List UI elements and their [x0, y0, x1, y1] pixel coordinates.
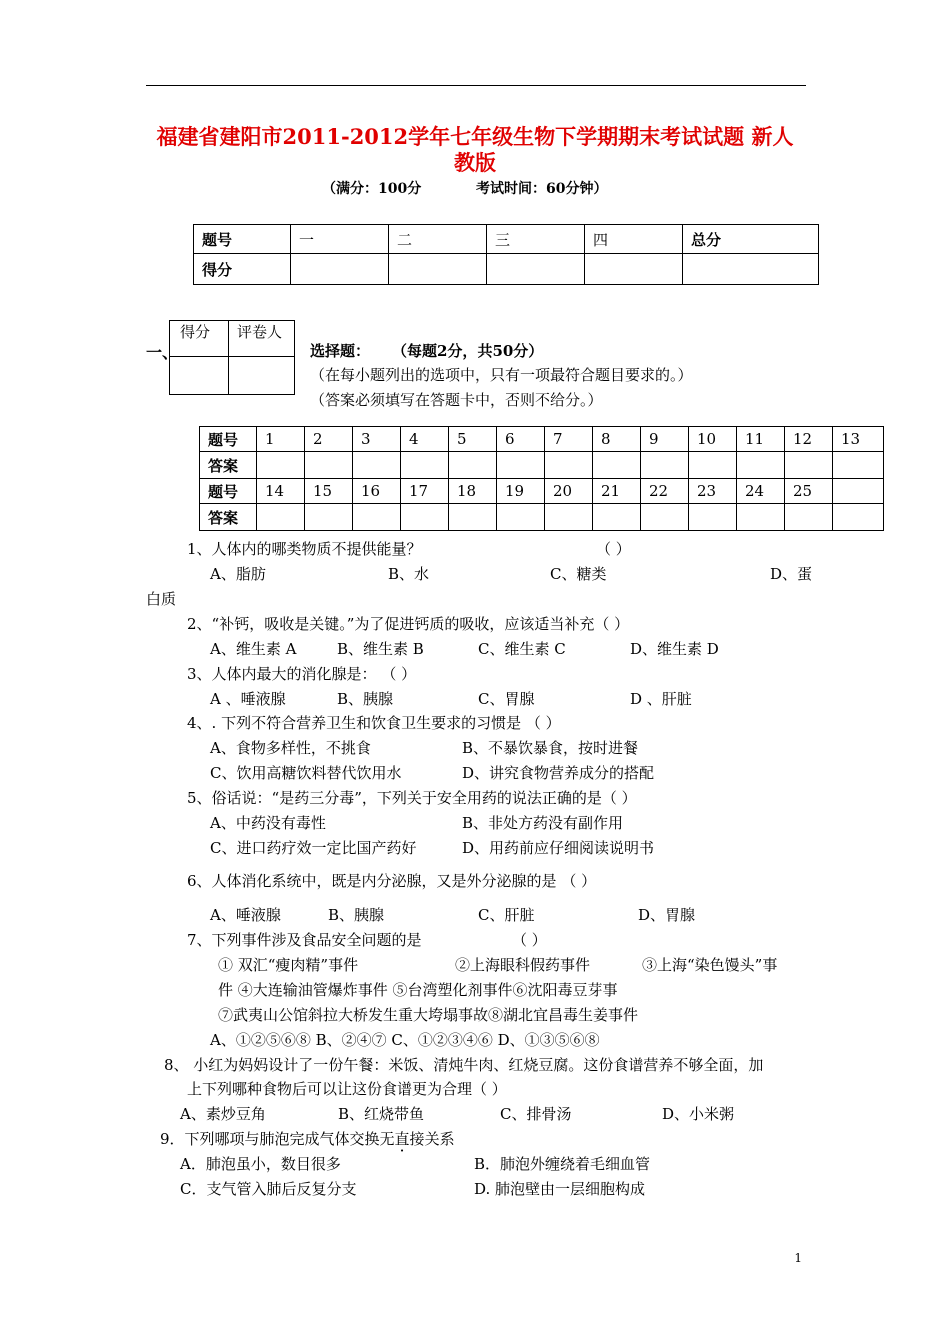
question-9-option-c: C．支气管入肺后反复分支 [180, 1180, 357, 1198]
exam-time-text: 考试时间：60分钟） [476, 181, 608, 197]
question-9-option-d: D. 肺泡壁由一层细胞构成 [474, 1180, 646, 1198]
question-2-stem: 2、“补钙，吸收是关键。”为了促进钙质的吸收，应该适当补充（ ） [187, 615, 630, 633]
question-number-cell: 13 [833, 427, 884, 452]
answer-cell[interactable] [497, 504, 545, 531]
question-number-cell: 5 [449, 427, 497, 452]
question-7-item-1: ① 双汇“瘦肉精”事件 [218, 956, 359, 974]
answer-cell[interactable] [497, 452, 545, 479]
question-number-cell: 15 [305, 479, 353, 504]
score-table-cell: 三 [487, 225, 585, 254]
question-3-option-b: B、胰腺 [337, 690, 394, 708]
document-title-line1: 福建省建阳市2011-2012学年七年级生物下学期期末考试试题 新人 [156, 124, 794, 149]
score-input-cell[interactable] [487, 254, 585, 285]
question-number-cell: 14 [257, 479, 305, 504]
score-table-cell: 二 [389, 225, 487, 254]
question-number-cell: 19 [497, 479, 545, 504]
answer-table [199, 426, 884, 531]
answer-cell[interactable] [593, 504, 641, 531]
question-1-answer-blank[interactable]: （ ） [596, 540, 631, 558]
question-number-cell: 10 [689, 427, 737, 452]
question-7-options: A、①②⑤⑥⑧ B、②④⑦ C、①②③④⑥ D、①③⑤⑥⑧ [210, 1031, 600, 1049]
section-title: 选择题： [310, 342, 371, 360]
question-2-option-b: B、维生素 B [337, 640, 424, 658]
answer-table-label: 题号 [200, 479, 257, 504]
answer-cell[interactable] [785, 504, 833, 531]
score-table-cell: 四 [585, 225, 683, 254]
answer-cell[interactable] [305, 504, 353, 531]
question-number-cell: 21 [593, 479, 641, 504]
question-1-option-a: A、脂肪 [210, 565, 266, 583]
section-note-1: （在每小题列出的选项中，只有一项最符合题目要求的。） [310, 366, 693, 384]
question-7-items-line3: ⑦武夷山公馆斜拉大桥发生重大垮塌事故⑧湖北宜昌毒生姜事件 [218, 1006, 639, 1024]
section-number: 一、 [146, 343, 179, 362]
question-number-cell: 9 [641, 427, 689, 452]
question-2-option-c: C、维生素 C [478, 640, 566, 658]
question-5-option-d: D、用药前应仔细阅读说明书 [462, 839, 655, 857]
question-9-option-a: A．肺泡虽小，数目很多 [180, 1155, 341, 1173]
answer-cell[interactable] [257, 504, 305, 531]
question-6-option-c: C、肝脏 [478, 906, 535, 924]
question-number-cell: 20 [545, 479, 593, 504]
answer-cell[interactable] [689, 452, 737, 479]
grader-name-cell[interactable] [229, 357, 295, 395]
answer-cell[interactable] [785, 452, 833, 479]
question-8-option-a: A、素炒豆角 [180, 1105, 266, 1123]
question-9-stem-end: 关系 [424, 1130, 455, 1148]
question-number-cell: 24 [737, 479, 785, 504]
answer-cell[interactable] [641, 504, 689, 531]
question-3-option-c: C、胃腺 [478, 690, 535, 708]
answer-cell[interactable] [545, 504, 593, 531]
question-1-option-d-continued: 白质 [146, 590, 177, 608]
question-8-option-c: C、排骨汤 [500, 1105, 572, 1123]
question-8-stem-line2: 上下列哪种食物后可以让这份食谱更为合理（ ） [187, 1080, 507, 1098]
question-4-option-d: D、讲究食物营养成分的搭配 [462, 764, 655, 782]
answer-cell[interactable] [737, 504, 785, 531]
grader-score-header: 得分 [170, 321, 229, 357]
answer-cell[interactable] [545, 452, 593, 479]
question-4-option-a: A、食物多样性，不挑食 [210, 739, 371, 757]
grader-score-cell[interactable] [170, 357, 229, 395]
score-input-cell[interactable] [585, 254, 683, 285]
answer-table-label: 答案 [200, 452, 257, 479]
score-input-cell[interactable] [389, 254, 487, 285]
question-number-cell: 8 [593, 427, 641, 452]
grader-name-header: 评卷人 [229, 321, 295, 357]
answer-cell[interactable] [305, 452, 353, 479]
answer-cell[interactable] [449, 452, 497, 479]
question-number-cell: 18 [449, 479, 497, 504]
question-1-option-c: C、糖类 [550, 565, 607, 583]
question-5-stem: 5、俗话说：“是药三分毒”，下列关于安全用药的说法正确的是（ ） [187, 789, 637, 807]
question-number-cell: 6 [497, 427, 545, 452]
question-number-cell: 25 [785, 479, 833, 504]
answer-cell[interactable] [401, 452, 449, 479]
question-7-answer-blank[interactable]: （ ） [512, 931, 547, 949]
answer-cell[interactable] [641, 452, 689, 479]
question-number-cell: 16 [353, 479, 401, 504]
question-number-cell: 4 [401, 427, 449, 452]
grader-table [169, 320, 295, 395]
question-1-stem: 1、人体内的哪类物质不提供能量？ [187, 540, 422, 558]
question-1-option-d: D、蛋 [770, 565, 813, 583]
question-number-cell: 12 [785, 427, 833, 452]
question-number-cell: 11 [737, 427, 785, 452]
question-5-option-a: A、中药没有毒性 [210, 814, 326, 832]
question-6-stem: 6、人体消化系统中，既是内分泌腺，又是外分泌腺的是 （ ） [187, 872, 597, 890]
section-points: （每题2分，共50分） [392, 342, 544, 360]
question-2-option-a: A、维生素 A [210, 640, 297, 658]
question-2-option-d: D、维生素 D [630, 640, 719, 658]
question-9-stem-start: 9．下列哪项与肺泡完成气体交换 [160, 1130, 380, 1148]
question-4-option-c: C、饮用高糖饮料替代饮用水 [210, 764, 402, 782]
answer-cell[interactable] [737, 452, 785, 479]
answer-table-label: 题号 [200, 427, 257, 452]
question-7-item-3: ③上海“染色馒头”事 [642, 956, 778, 974]
question-9-emphasis: 无直接 [379, 1130, 425, 1148]
full-score-text: （满分：100分 [322, 181, 422, 197]
score-input-cell[interactable] [291, 254, 389, 285]
question-4-option-b: B、不暴饮暴食，按时进餐 [462, 739, 639, 757]
question-5-option-b: B、非处方药没有副作用 [462, 814, 624, 832]
header-rule [146, 85, 806, 86]
question-8-option-b: B、红烧带鱼 [338, 1105, 425, 1123]
document-title-line2: 教版 [454, 150, 496, 175]
score-table-cell: 得分 [194, 254, 291, 285]
question-4-stem: 4、. 下列不符合营养卫生和饮食卫生要求的习惯是 （ ） [187, 714, 561, 732]
question-3-stem: 3、人体内最大的消化腺是： （ ） [187, 665, 417, 683]
question-7-items-line2: 件 ④大连输油管爆炸事件 ⑤台湾塑化剂事件⑥沈阳毒豆芽事 [218, 981, 618, 999]
score-input-cell[interactable] [683, 254, 819, 285]
question-7-stem: 7、下列事件涉及食品安全问题的是 [187, 931, 422, 949]
page-number: 1 [794, 1251, 802, 1265]
question-number-cell: 17 [401, 479, 449, 504]
answer-cell[interactable] [449, 504, 497, 531]
answer-cell[interactable] [401, 504, 449, 531]
question-8-stem-line1: 8、 小红为妈妈设计了一份午餐：米饭、清炖牛肉、红烧豆腐。这份食谱营养不够全面，加 [164, 1056, 764, 1074]
answer-cell[interactable] [593, 452, 641, 479]
answer-cell[interactable] [833, 452, 884, 479]
answer-table-label: 答案 [200, 504, 257, 531]
answer-cell[interactable] [689, 504, 737, 531]
question-number-cell: 2 [305, 427, 353, 452]
score-table-cell: 题号 [194, 225, 291, 254]
question-3-option-d: D 、肝脏 [630, 690, 692, 708]
question-7-item-2: ②上海眼科假药事件 [455, 956, 591, 974]
question-number-cell: 7 [545, 427, 593, 452]
score-table [193, 224, 819, 285]
question-1-option-b: B、水 [388, 565, 430, 583]
section-note-2: （答案必须填写在答题卡中，否则不给分。） [310, 391, 603, 409]
question-5-option-c: C、进口药疗效一定比国产药好 [210, 839, 417, 857]
score-table-cell: 一 [291, 225, 389, 254]
question-number-cell: 23 [689, 479, 737, 504]
question-number-cell [833, 479, 884, 504]
score-table-cell: 总分 [683, 225, 819, 254]
question-8-option-d: D、小米粥 [662, 1105, 735, 1123]
answer-cell[interactable] [257, 452, 305, 479]
question-3-option-a: A 、唾液腺 [210, 690, 286, 708]
question-number-cell: 22 [641, 479, 689, 504]
answer-cell[interactable] [833, 504, 884, 531]
question-9-option-b: B．肺泡外缠绕着毛细血管 [474, 1155, 651, 1173]
question-9-stem [160, 1128, 455, 1149]
question-6-option-a: A、唾液腺 [210, 906, 281, 924]
answer-cell[interactable] [353, 452, 401, 479]
question-6-option-d: D、胃腺 [638, 906, 696, 924]
question-number-cell: 3 [353, 427, 401, 452]
question-number-cell: 1 [257, 427, 305, 452]
question-6-option-b: B、胰腺 [328, 906, 385, 924]
answer-cell[interactable] [353, 504, 401, 531]
